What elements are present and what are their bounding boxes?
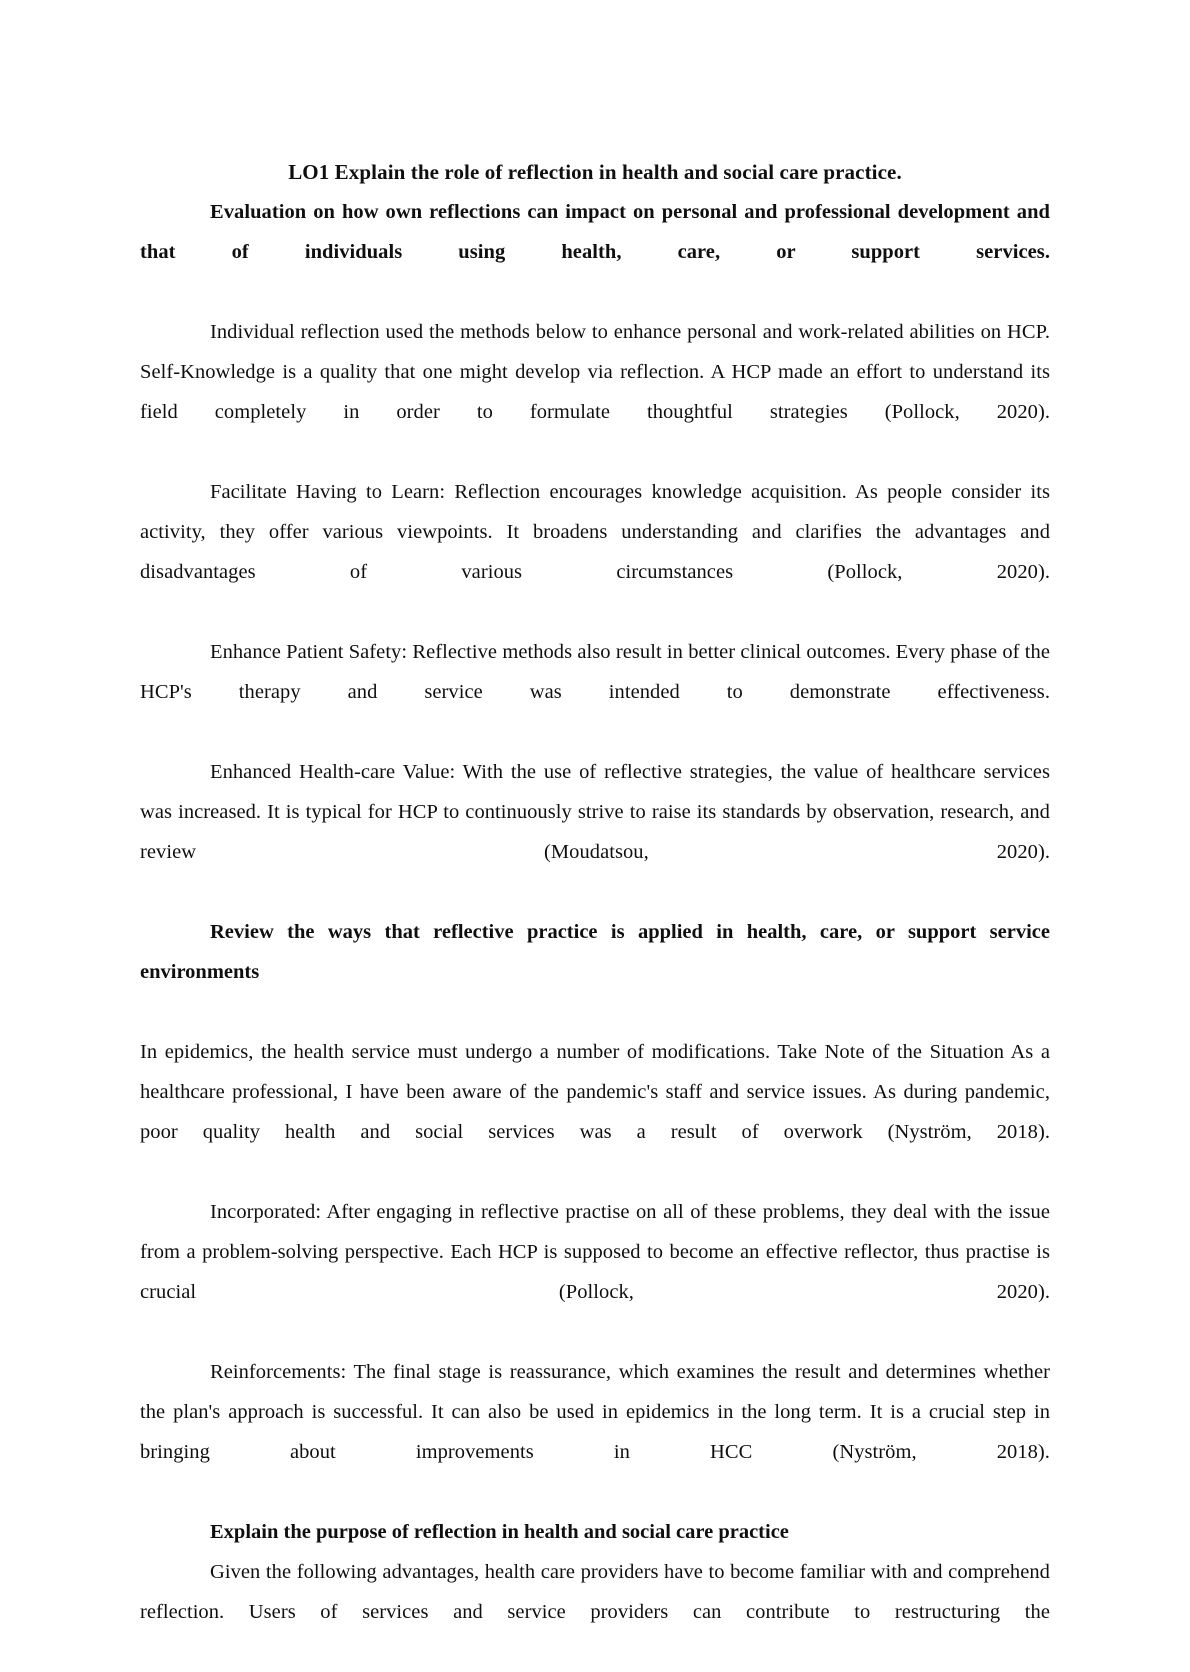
paragraph-facilitate-learning: Facilitate Having to Learn: Reflection encourages knowledge acquisition. As people consider its activity, they offer various viewpoints. It broadens understanding and clarifies the advantages and disadvantages of various circumstances (Pollock, 2020). [140, 481, 1050, 583]
paragraph-incorporated: Incorporated: After engaging in reflective practise on all of these problems, they deal with the issue from a problem-solving perspective. Each HCP is supposed to become an effective reflector, thus practise is crucial (Pollock, 2020). [140, 1201, 1050, 1303]
heading-review-reflective-practice: Review the ways that reflective practice is applied in health, care, or support service environments [140, 921, 1050, 983]
paragraph-given-advantages: Given the following advantages, health care providers have to become familiar with and comprehend reflection. Users of services and service providers can contribute to restructuring the [140, 1561, 1050, 1623]
paragraph-epidemics: In epidemics, the health service must undergo a number of modifications. Take Note of the Situation As a healthcare professional, I have been aware of the pandemic's staff and service issues. As during pandemic, poor quality health and social services was a result of overwork (Nyström, 2018). [140, 1041, 1050, 1143]
paragraph-patient-safety: Enhance Patient Safety: Reflective methods also result in better clinical outcomes. Every phase of the HCP's therapy and service was intended to demonstrate effectiveness. [140, 641, 1050, 703]
paragraph-individual-reflection: Individual reflection used the methods below to enhance personal and work-related abilities on HCP. Self-Knowledge is a quality that one might develop via reflection. A HCP made an effort to understand its field completely in order to formulate thoughtful strategies (Pollock, 2020). [140, 321, 1050, 423]
paragraph-healthcare-value: Enhanced Health-care Value: With the use of reflective strategies, the value of healthcare services was increased. It is typical for HCP to continuously strive to raise its standards by observation, research, and review (Moudatsou, 2020). [140, 761, 1050, 863]
lead-bold-paragraph: Evaluation on how own reflections can impact on personal and professional development and that of individuals using health, care, or support services. [140, 201, 1050, 263]
page-title: LO1 Explain the role of reflection in health and social care practice. [288, 160, 902, 184]
document-content [140, 152, 1050, 1672]
paragraph-reinforcements: Reinforcements: The final stage is reassurance, which examines the result and determines whether the plan's approach is successful. It can also be used in epidemics in the long term. It is a crucial step in bringing about improvements in HCC (Nyström, 2018). [140, 1361, 1050, 1463]
heading-purpose-of-reflection: Explain the purpose of reflection in health and social care practice [210, 1521, 789, 1543]
